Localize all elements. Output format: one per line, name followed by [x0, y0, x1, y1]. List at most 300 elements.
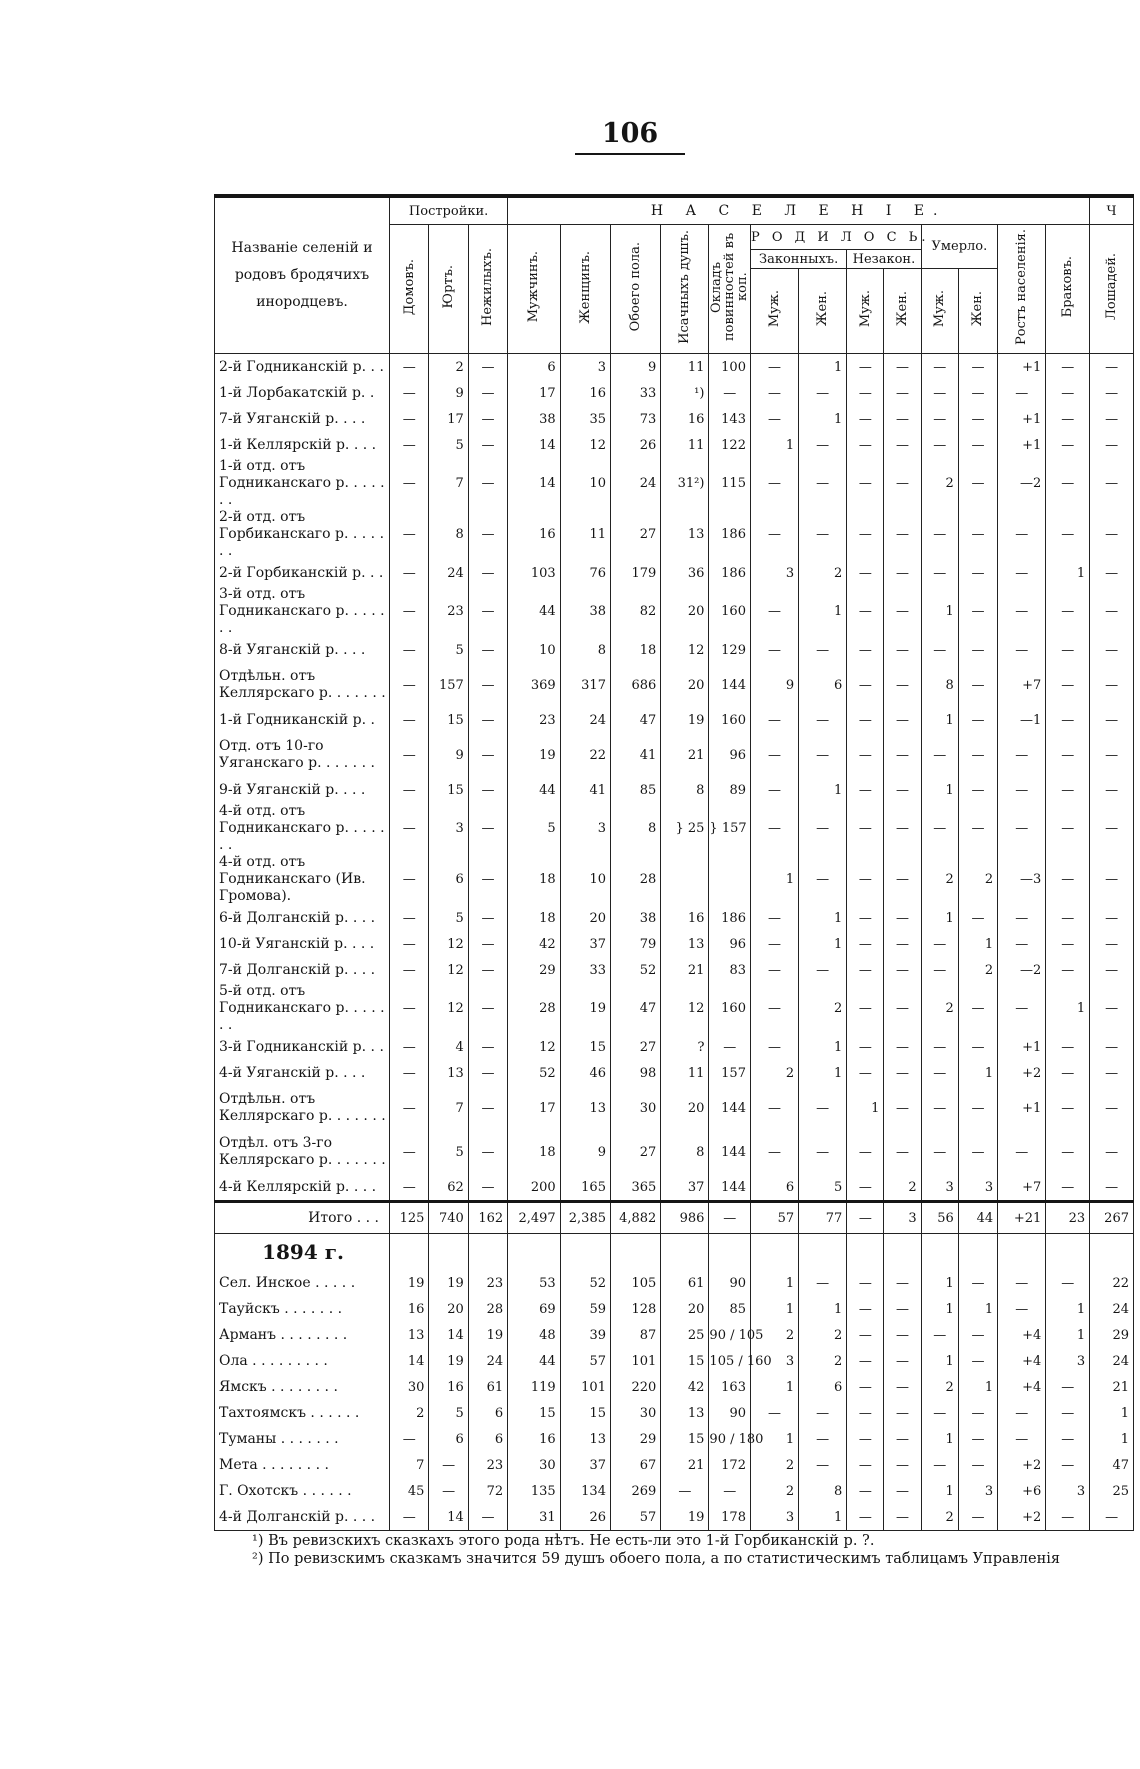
born-legit-male-header: Муж.: [767, 290, 783, 328]
table-cell: 6: [468, 1426, 507, 1452]
table-cell: —: [390, 637, 429, 663]
table-cell: —: [998, 1400, 1046, 1426]
table-cell: —: [884, 1270, 921, 1296]
table-row: [215, 560, 1134, 586]
table-row: [215, 733, 1134, 777]
table-cell: —: [750, 637, 798, 663]
table-cell: 6: [429, 854, 468, 905]
table-cell: 317: [560, 663, 610, 707]
table-cell: —: [661, 1478, 709, 1504]
table-cell: —: [958, 983, 997, 1034]
table-cell: 3: [958, 1174, 997, 1202]
table-cell: —: [1090, 1086, 1134, 1130]
row-name: 4-й Долганскій р. . . .: [215, 1504, 390, 1531]
table-cell: 1: [799, 354, 847, 381]
table-cell: —: [750, 406, 798, 432]
table-cell: —: [1090, 509, 1134, 560]
table-cell: —: [884, 663, 921, 707]
table-cell: 90: [709, 1270, 751, 1296]
table-cell: 1: [1046, 983, 1090, 1034]
table-cell: —: [468, 1174, 507, 1202]
table-cell: 52: [610, 957, 660, 983]
table-cell: —: [750, 1130, 798, 1174]
table-cell: 144: [709, 1086, 751, 1130]
table-cell: 1: [958, 931, 997, 957]
table-cell: 6: [468, 1400, 507, 1426]
table-cell: 38: [508, 406, 561, 432]
table-cell: 3: [750, 1348, 798, 1374]
table-cell: 1: [750, 432, 798, 458]
table-cell: —: [847, 586, 884, 637]
table-cell: —: [390, 803, 429, 854]
table-cell: —: [847, 458, 884, 509]
table-cell: 1: [799, 586, 847, 637]
table-cell: —: [709, 380, 751, 406]
table-cell: —: [958, 1400, 997, 1426]
table-cell: —: [750, 733, 798, 777]
row-name: Ямскъ . . . . . . . .: [215, 1374, 390, 1400]
table-cell: 2,385: [560, 1202, 610, 1234]
empty-cell: [508, 1234, 561, 1271]
table-cell: —: [884, 560, 921, 586]
table-cell: —: [884, 1426, 921, 1452]
table-cell: —: [958, 663, 997, 707]
table-cell: —: [847, 931, 884, 957]
table-cell: 1: [750, 854, 798, 905]
table-cell: 2: [750, 1478, 798, 1504]
table-cell: 5: [799, 1174, 847, 1202]
table-cell: 16: [661, 905, 709, 931]
table-cell: 269: [610, 1478, 660, 1504]
table-cell: 13: [560, 1426, 610, 1452]
table-cell: —: [390, 509, 429, 560]
table-cell: —: [958, 586, 997, 637]
table-cell: —: [921, 931, 958, 957]
row-name: 1-й Лорбакатскій р. .: [215, 380, 390, 406]
table-cell: —: [921, 1034, 958, 1060]
table-cell: —: [799, 803, 847, 854]
table-cell: 100: [709, 354, 751, 381]
table-cell: —: [799, 1400, 847, 1426]
table-cell: 20: [429, 1296, 468, 1322]
table-cell: —: [468, 733, 507, 777]
row-name: Туманы . . . . . . .: [215, 1426, 390, 1452]
table-cell: +2: [998, 1452, 1046, 1478]
table-cell: —: [921, 1130, 958, 1174]
table-cell: —: [750, 803, 798, 854]
table-cell: 24: [1090, 1296, 1134, 1322]
table-cell: —: [1090, 1174, 1134, 1202]
table-cell: —: [958, 1270, 997, 1296]
table-cell: 1: [799, 1504, 847, 1531]
table-cell: +4: [998, 1348, 1046, 1374]
table-row: [215, 586, 1134, 637]
table-cell: —: [1090, 707, 1134, 733]
table-cell: +1: [998, 1034, 1046, 1060]
table-cell: 53: [508, 1270, 561, 1296]
table-cell: —: [750, 354, 798, 381]
table-cell: 47: [610, 707, 660, 733]
table-cell: +7: [998, 663, 1046, 707]
row-name: Г. Охотскъ . . . . . .: [215, 1478, 390, 1504]
table-cell: 6: [799, 1374, 847, 1400]
table-cell: —: [884, 1504, 921, 1531]
row-name: 1-й Келлярскій р. . . .: [215, 432, 390, 458]
table-cell: —: [847, 1034, 884, 1060]
table-cell: —: [998, 733, 1046, 777]
table-cell: 1: [1090, 1426, 1134, 1452]
table-cell: 105: [610, 1270, 660, 1296]
empty-cell: [998, 1234, 1046, 1271]
table-cell: 8: [610, 803, 660, 854]
table-cell: 25: [661, 1322, 709, 1348]
table-cell: 160: [709, 983, 751, 1034]
table-cell: 41: [610, 733, 660, 777]
growth-header: Ростъ населенія.: [1014, 229, 1030, 345]
table-cell: —: [998, 1296, 1046, 1322]
table-cell: 31: [508, 1504, 561, 1531]
table-cell: 27: [610, 1130, 660, 1174]
table-cell: —: [958, 1086, 997, 1130]
row-name: 1-й Годниканскій р. .: [215, 707, 390, 733]
table-cell: 3: [921, 1174, 958, 1202]
table-cell: 178: [709, 1504, 751, 1531]
table-cell: —: [884, 1374, 921, 1400]
table-cell: 3: [429, 803, 468, 854]
table-cell: —: [1090, 1130, 1134, 1174]
table-cell: 85: [610, 777, 660, 803]
table-row: [215, 1130, 1134, 1174]
table-cell: —: [799, 707, 847, 733]
table-cell: 33: [610, 380, 660, 406]
table-cell: 160: [709, 707, 751, 733]
year-heading: 1894 г.: [215, 1234, 390, 1271]
table-cell: —: [750, 957, 798, 983]
table-cell: 13: [390, 1322, 429, 1348]
row-name: Мета . . . . . . . .: [215, 1452, 390, 1478]
table-cell: 83: [709, 957, 751, 983]
table-cell: 8: [921, 663, 958, 707]
row-name: 4-й отд. отъ Годниканскаго (Ив. Громова).: [215, 854, 390, 905]
table-cell: —: [1046, 1034, 1090, 1060]
table-cell: 144: [709, 663, 751, 707]
table-cell: —: [884, 957, 921, 983]
table-cell: —: [1046, 1270, 1090, 1296]
table-cell: 220: [610, 1374, 660, 1400]
died-group-header: Умерло.: [921, 225, 998, 269]
table-cell: —: [1090, 983, 1134, 1034]
table-cell: —: [998, 983, 1046, 1034]
table-cell: —: [1090, 1034, 1134, 1060]
table-row: [215, 1034, 1134, 1060]
table-cell: ¹): [661, 380, 709, 406]
table-cell: —: [390, 354, 429, 381]
table-cell: —: [1046, 1504, 1090, 1531]
table-cell: 23: [468, 1452, 507, 1478]
table-cell: 1: [847, 1086, 884, 1130]
table-cell: —: [958, 777, 997, 803]
table-cell: 87: [610, 1322, 660, 1348]
table-cell: 2: [921, 458, 958, 509]
table-cell: 129: [709, 637, 751, 663]
table-cell: 62: [429, 1174, 468, 1202]
table-cell: —: [847, 957, 884, 983]
table-row: [215, 854, 1134, 905]
table-cell: 42: [661, 1374, 709, 1400]
table-cell: 5: [429, 1130, 468, 1174]
table-cell: —: [998, 380, 1046, 406]
table-cell: —: [429, 1452, 468, 1478]
table-cell: 1: [799, 931, 847, 957]
table-cell: 4,882: [610, 1202, 660, 1234]
table-cell: —: [799, 432, 847, 458]
table-cell: 14: [429, 1504, 468, 1531]
table-cell: 38: [560, 586, 610, 637]
table-cell: 28: [468, 1296, 507, 1322]
overflow-group-header: Ч: [1090, 196, 1134, 225]
table-cell: —: [468, 432, 507, 458]
table-cell: 1: [921, 707, 958, 733]
row-name: 2-й отд. отъ Горбиканскаго р. . . . . . .: [215, 509, 390, 560]
table-cell: —: [958, 380, 997, 406]
table-cell: —: [799, 1086, 847, 1130]
table-cell: 82: [610, 586, 660, 637]
table-cell: 13: [429, 1060, 468, 1086]
table-cell: 16: [429, 1374, 468, 1400]
table-cell: —: [921, 432, 958, 458]
table-cell: 15: [560, 1034, 610, 1060]
table-cell: 2: [921, 1374, 958, 1400]
table-cell: —: [958, 707, 997, 733]
table-cell: 15: [661, 1348, 709, 1374]
table-cell: 45: [390, 1478, 429, 1504]
table-cell: 103: [508, 560, 561, 586]
population-group-header: Н А С Е Л Е Н І Е.: [508, 196, 1090, 225]
table-cell: —: [847, 1426, 884, 1452]
table-cell: —: [390, 560, 429, 586]
table-cell: —: [958, 509, 997, 560]
table-cell: 9: [610, 354, 660, 381]
table-cell: —: [884, 406, 921, 432]
table-cell: 47: [1090, 1452, 1134, 1478]
table-cell: } 25: [661, 803, 709, 854]
table-cell: 172: [709, 1452, 751, 1478]
table-cell: —: [799, 1426, 847, 1452]
table-cell: —: [468, 707, 507, 733]
table-cell: —: [921, 509, 958, 560]
table-cell: —: [884, 905, 921, 931]
table-cell: —: [847, 1400, 884, 1426]
table-cell: 23: [468, 1270, 507, 1296]
table-cell: —: [847, 637, 884, 663]
table-row-1894: [215, 1452, 1134, 1478]
table-cell: —: [750, 509, 798, 560]
table-cell: 18: [610, 637, 660, 663]
table-cell: 1: [799, 1296, 847, 1322]
table-cell: —: [998, 637, 1046, 663]
table-cell: 10: [560, 854, 610, 905]
row-name: Арманъ . . . . . . . .: [215, 1322, 390, 1348]
table-cell: +2: [998, 1060, 1046, 1086]
table-cell: 28: [508, 983, 561, 1034]
table-cell: —1: [998, 707, 1046, 733]
table-cell: 56: [921, 1202, 958, 1234]
table-row: [215, 380, 1134, 406]
table-cell: 11: [661, 432, 709, 458]
table-cell: 8: [661, 777, 709, 803]
table-cell: 1: [1090, 1400, 1134, 1426]
table-cell: —: [958, 1504, 997, 1531]
row-name: 9-й Уяганскій р. . . .: [215, 777, 390, 803]
table-cell: 3: [884, 1202, 921, 1234]
table-cell: 200: [508, 1174, 561, 1202]
table-cell: —: [958, 458, 997, 509]
table-cell: 365: [610, 1174, 660, 1202]
table-cell: 1: [1046, 560, 1090, 586]
table-cell: —: [998, 931, 1046, 957]
table-cell: —: [1046, 931, 1090, 957]
empty-cell: [921, 1234, 958, 1271]
table-cell: 61: [661, 1270, 709, 1296]
table-cell: —: [1090, 733, 1134, 777]
table-cell: 57: [610, 1504, 660, 1531]
table-cell: 2,497: [508, 1202, 561, 1234]
table-cell: 13: [560, 1086, 610, 1130]
table-cell: 19: [661, 1504, 709, 1531]
table-cell: —: [1046, 1060, 1090, 1086]
table-cell: —: [884, 1130, 921, 1174]
table-cell: —: [1046, 509, 1090, 560]
empty-cell: [958, 1234, 997, 1271]
table-cell: —: [468, 380, 507, 406]
buildings-group-header: Постройки.: [390, 196, 508, 225]
table-cell: —: [1090, 586, 1134, 637]
table-cell: —: [1090, 854, 1134, 905]
table-cell: 101: [610, 1348, 660, 1374]
table-cell: 30: [390, 1374, 429, 1400]
table-cell: —: [958, 1322, 997, 1348]
table-cell: 19: [508, 733, 561, 777]
table-cell: 1: [1046, 1296, 1090, 1322]
table-cell: —: [468, 905, 507, 931]
table-cell: —: [1090, 905, 1134, 931]
table-cell: 19: [390, 1270, 429, 1296]
table-cell: —: [390, 931, 429, 957]
table-cell: —: [1046, 803, 1090, 854]
table-cell: —: [884, 777, 921, 803]
empty-cell: [1046, 1234, 1090, 1271]
table-cell: 1: [921, 1270, 958, 1296]
table-cell: —: [847, 1374, 884, 1400]
table-cell: 57: [560, 1348, 610, 1374]
table-cell: 29: [508, 957, 561, 983]
empty-cell: [661, 1234, 709, 1271]
table-cell: —: [847, 854, 884, 905]
table-cell: 17: [429, 406, 468, 432]
table-cell: 135: [508, 1478, 561, 1504]
table-cell: —: [958, 733, 997, 777]
table-cell: } 157: [709, 803, 751, 854]
table-cell: 19: [429, 1270, 468, 1296]
table-cell: 96: [709, 733, 751, 777]
table-cell: —: [468, 983, 507, 1034]
table-cell: —: [884, 1034, 921, 1060]
table-cell: 90: [709, 1400, 751, 1426]
table-cell: 15: [429, 707, 468, 733]
table-cell: 23: [508, 707, 561, 733]
table-cell: 31²): [661, 458, 709, 509]
table-row: [215, 1060, 1134, 1086]
table-cell: —: [390, 905, 429, 931]
marriages-header: Браковъ.: [1060, 256, 1076, 318]
table-cell: 3: [750, 1504, 798, 1531]
table-cell: —: [847, 905, 884, 931]
table-cell: 1: [921, 586, 958, 637]
table-cell: 186: [709, 509, 751, 560]
table-row-1894: [215, 1296, 1134, 1322]
table-cell: 14: [508, 432, 561, 458]
table-cell: —: [468, 354, 507, 381]
table-cell: 29: [610, 1426, 660, 1452]
table-cell: —: [390, 1060, 429, 1086]
table-cell: 17: [508, 1086, 561, 1130]
table-cell: —: [998, 560, 1046, 586]
table-cell: —: [799, 509, 847, 560]
table-cell: 15: [429, 777, 468, 803]
table-cell: 27: [610, 1034, 660, 1060]
table-cell: 1: [958, 1060, 997, 1086]
table-cell: —: [750, 707, 798, 733]
table-cell: —: [468, 637, 507, 663]
table-cell: 26: [560, 1504, 610, 1531]
table-cell: —: [884, 380, 921, 406]
table-cell: —: [468, 931, 507, 957]
table-cell: —: [390, 1426, 429, 1452]
table-cell: —: [958, 1130, 997, 1174]
table-cell: —: [998, 586, 1046, 637]
row-name: Отдѣл. отъ 3-го Келлярскаго р. . . . . . .: [215, 1130, 390, 1174]
both-sexes-header: Обоего пола.: [628, 242, 644, 332]
table-cell: 2: [750, 1452, 798, 1478]
table-cell: —: [468, 1130, 507, 1174]
table-cell: —: [750, 777, 798, 803]
table-cell: 11: [661, 354, 709, 381]
table-cell: 30: [610, 1400, 660, 1426]
table-cell: 19: [468, 1322, 507, 1348]
table-cell: 52: [508, 1060, 561, 1086]
table-row: [215, 432, 1134, 458]
table-cell: 5: [429, 1400, 468, 1426]
table-cell: —: [468, 803, 507, 854]
table-cell: 85: [709, 1296, 751, 1322]
table-cell: 165: [560, 1174, 610, 1202]
table-cell: —: [998, 509, 1046, 560]
table-cell: —: [921, 380, 958, 406]
table-cell: 115: [709, 458, 751, 509]
table-cell: 44: [508, 777, 561, 803]
table-cell: 119: [508, 1374, 561, 1400]
table-cell: 76: [560, 560, 610, 586]
table-cell: 186: [709, 905, 751, 931]
population-table-container: [214, 194, 1134, 1531]
table-cell: 37: [560, 931, 610, 957]
table-cell: 1: [750, 1270, 798, 1296]
table-cell: —: [799, 637, 847, 663]
table-cell: —: [921, 1400, 958, 1426]
table-cell: —: [921, 354, 958, 381]
table-row: [215, 406, 1134, 432]
table-cell: 157: [709, 1060, 751, 1086]
